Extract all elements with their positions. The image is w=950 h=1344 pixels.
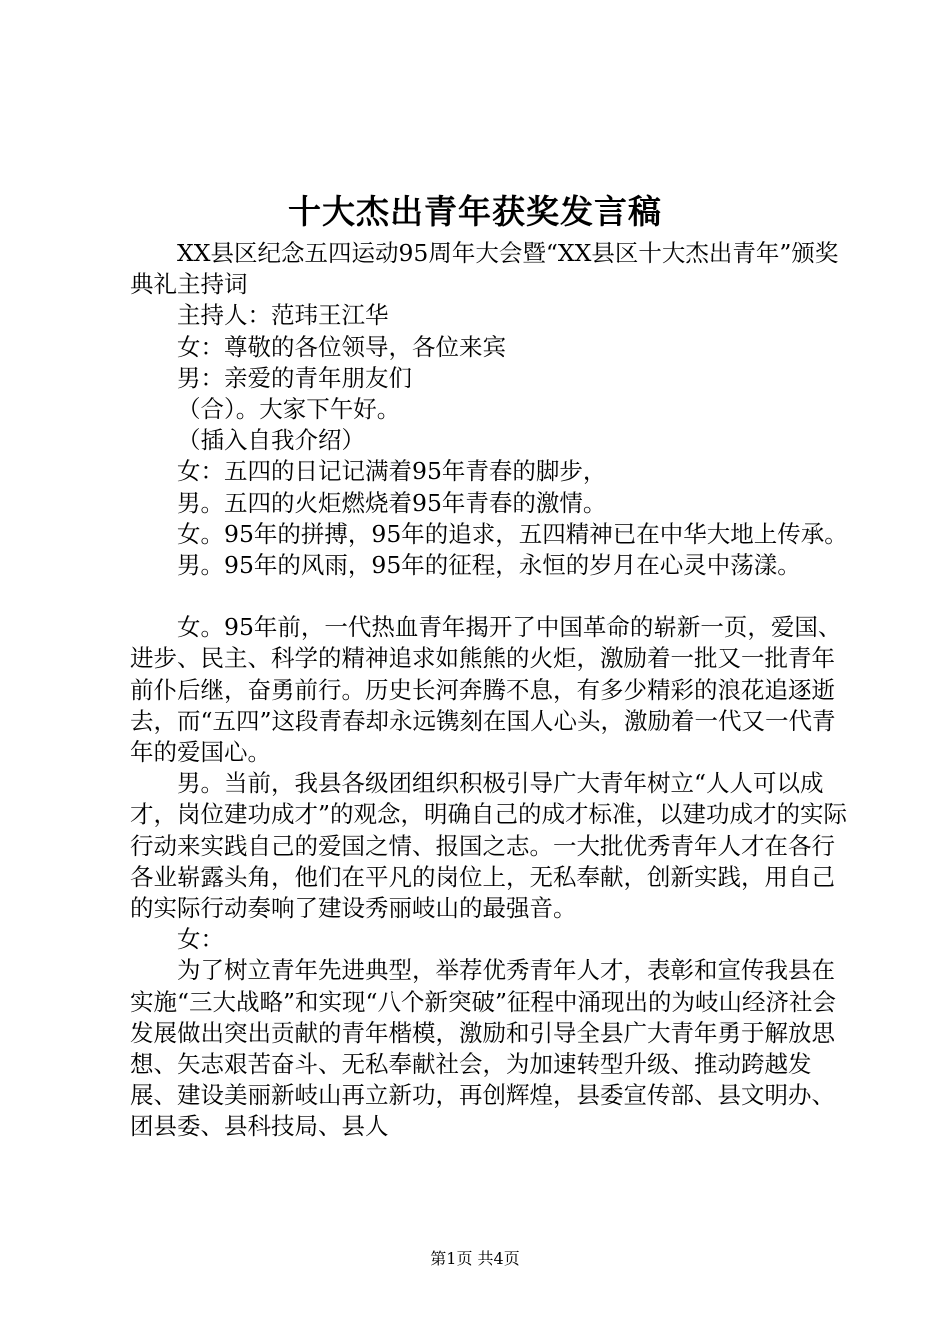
paragraph-female-greeting: 女：尊敬的各位领导，各位来宾 [177, 332, 506, 361]
document-body [130, 238, 855, 1143]
page-number-footer: 第1页 共4页 [430, 1249, 520, 1268]
paragraph-female-struggle: 女。95年的拼搏，95年的追求，五四精神已在中华大地上传承。 [177, 519, 848, 548]
paragraph-self-intro: （插入自我介绍） [177, 426, 365, 455]
paragraph-male-youth: 男。当前，我县各级团组织积极引导广大青年树立“人人可以成才，岗位建功成才”的观念，明确自己的成才标准，以建功成才的实际行动来实践自己的爱国之情、报国之志。一大批优秀青年人才在各行各业崭露头角，他们在平凡的岗位上，无私奉献，创新实践，用自己的实际行动奏响了建设秀丽岐山的最强音。 [130, 769, 848, 923]
paragraph-male-journey: 男。95年的风雨，95年的征程，永恒的岁月在心灵中荡漾。 [177, 551, 801, 580]
paragraph-female-history: 女。95年前，一代热血青年揭开了中国革命的崭新一页，爱国、进步、民主、科学的精神追求如熊熊的火炬，激励着一批又一批青年前仆后继，奋勇前行。历史长河奔腾不息，有多少精彩的浪花追逐逝去，而“五四”这段青春却永远镌刻在国人心头，激励着一代又一代青年的爱国心。 [130, 613, 842, 767]
paragraph-award-purpose: 为了树立青年先进典型，举荐优秀青年人才，表彰和宣传我县在实施“三大战略”和实现“八个新突破”征程中涌现出的为岐山经济社会发展做出突出贡献的青年楷模，激励和引导全县广大青年勇于解放思想、矢志艰苦奋斗、无私奉献社会，为加速转型升级、推动跨越发展、建设美丽新岐山再立新功，再创辉煌，县委宣传部、县文明办、团县委、县科技局、县人 [130, 956, 837, 1141]
paragraph-joint-greeting: （合）。大家下午好。 [177, 395, 401, 424]
paragraph-hosts: 主持人：范玮王江华 [177, 301, 389, 330]
paragraph-male-torch: 男。五四的火炬燃烧着95年青春的激情。 [177, 488, 607, 517]
paragraph-female-diary: 女：五四的日记记满着95年青春的脚步， [177, 457, 607, 486]
paragraph-female-label: 女： [177, 925, 224, 954]
paragraph-male-greeting: 男：亲爱的青年朋友们 [177, 363, 412, 392]
document-title: 十大杰出青年获奖发言稿 [288, 192, 662, 231]
paragraph-ceremony-heading: XX县区纪念五四运动95周年大会暨“XX县区十大杰出青年”颁奖典礼主持词 [130, 239, 839, 299]
